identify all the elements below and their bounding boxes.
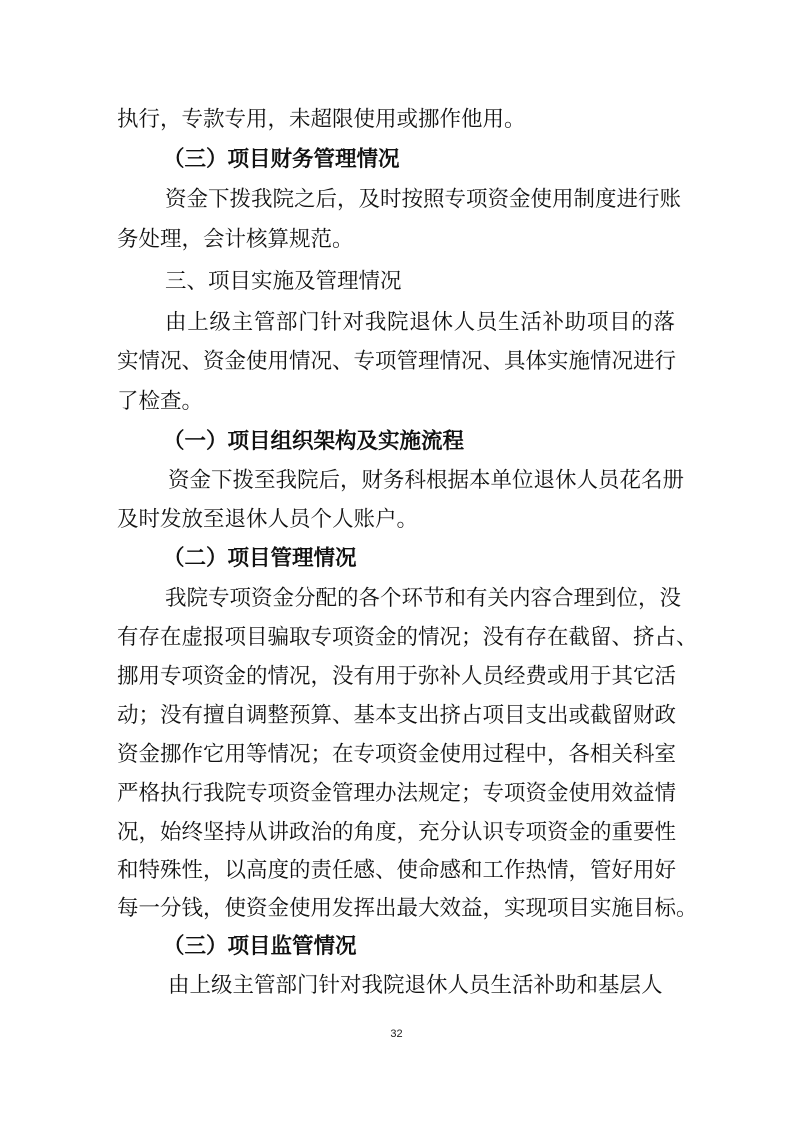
subsection-heading: （三）项目财务管理情况 (163, 147, 400, 172)
subsection-heading: （一）项目组织架构及实施流程 (163, 429, 465, 454)
subsection-heading: （三）项目监管情况 (163, 934, 357, 959)
body-line: 资金下拨至我院后，财务科根据本单位退休人员花名册 (168, 468, 685, 493)
body-line: 严格执行我院专项资金管理办法规定；专项资金使用效益情 (117, 781, 677, 806)
body-line: 务处理，会计核算规范。 (117, 227, 354, 252)
body-line: 了检查。 (117, 389, 204, 414)
body-line: 及时发放至退休人员个人账户。 (117, 507, 419, 532)
subsection-heading: （二）项目管理情况 (163, 546, 357, 571)
body-line: 由上级主管部门针对我院退休人员生活补助和基层人 (168, 973, 663, 998)
body-line: 动；没有擅自调整预算、基本支出挤占项目支出或截留财政 (117, 703, 677, 728)
body-line: 执行，专款专用，未超限使用或挪作他用。 (117, 107, 526, 132)
body-line: 实情况、资金使用情况、专项管理情况、具体实施情况进行 (117, 349, 677, 374)
body-line: 和特殊性，以高度的责任感、使命感和工作热情，管好用好 (117, 858, 677, 883)
section-heading: 三、项目实施及管理情况 (165, 269, 402, 294)
body-line: 况，始终坚持从讲政治的角度，充分认识专项资金的重要性 (117, 820, 677, 845)
page-number: 32 (390, 1028, 403, 1040)
body-line: 由上级主管部门针对我院退休人员生活补助项目的落 (165, 310, 675, 335)
body-line: 资金下拨我院之后，及时按照专项资金使用制度进行账 (165, 187, 682, 212)
body-line: 我院专项资金分配的各个环节和有关内容合理到位，没 (165, 586, 682, 611)
body-line: 每一分钱，使资金使用发挥出最大效益，实现项目实施目标。 (117, 896, 698, 921)
body-line: 资金挪作它用等情况；在专项资金使用过程中，各相关科室 (117, 742, 677, 767)
body-line: 有存在虚报项目骗取专项资金的情况；没有存在截留、挤占、 (117, 625, 698, 650)
body-line: 挪用专项资金的情况，没有用于弥补人员经费或用于其它活 (117, 664, 677, 689)
